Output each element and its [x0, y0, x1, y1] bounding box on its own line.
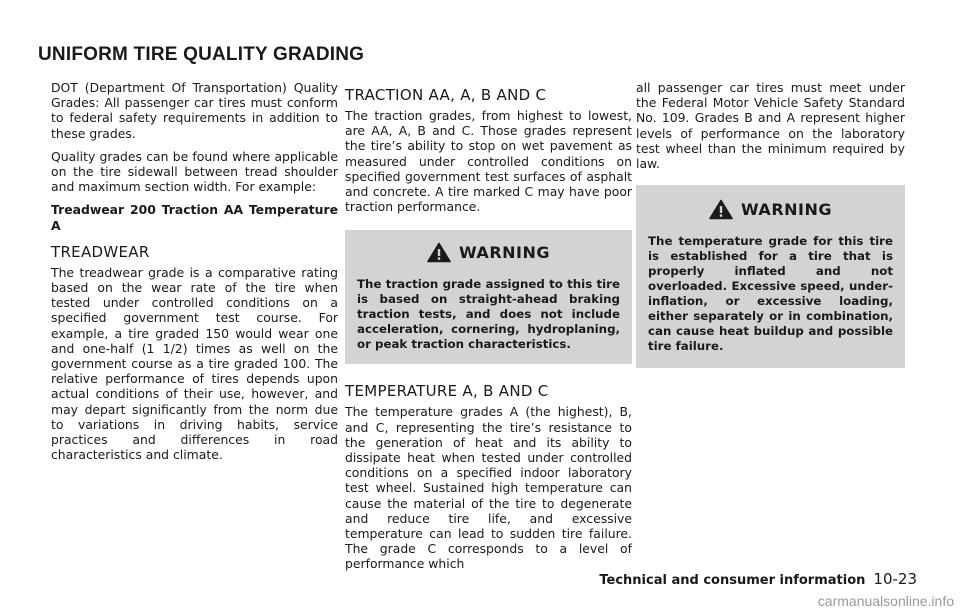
temperature-paragraph: The temperature grades A (the highest), B, and C, representing the tire’s resistance to the generation of heat and its ability to dissipate heat when tested under controlled conditions on a specified indoor laboratory test wheel. Sustained high temperature can cause the material of the tire to degenerate and reduce tire life, and excessive temperature can lead to sudden tire failure. The grade C corresponds to a level of performance which: [345, 404, 632, 572]
warning-label: WARNING: [741, 200, 832, 220]
page-title: UNIFORM TIRE QUALITY GRADING: [38, 44, 365, 65]
column-3: [636, 80, 905, 386]
warning-triangle-icon: [427, 242, 451, 263]
temperature-continued-paragraph: all passenger car tires must meet under the Federal Motor Vehicle Safety Standard No. 109. Grades B and A represent higher levels of performance on the laboratory test wheel than the minimum required by law.: [636, 80, 905, 172]
intro-paragraph: DOT (Department Of Transportation) Quality Grades: All passenger car tires must conform to federal safety requirements in addition to these grades.: [51, 80, 338, 141]
traction-warning-box: [345, 230, 632, 364]
page-number: 10-23: [873, 570, 917, 588]
traction-paragraph: The traction grades, from highest to lowest, are AA, A, B and C. Those grades represent the tire’s ability to stop on wet pavement as measured under controlled conditions on specified government test surfaces of asphalt and concrete. A tire marked C may have poor traction performance.: [345, 108, 632, 215]
footer-section-title: Technical and consumer information: [599, 573, 866, 588]
temperature-warning-box: [636, 185, 905, 368]
location-paragraph: Quality grades can be found where applicable on the tire sidewall between tread shoulder and maximum section width. For example:: [51, 148, 338, 195]
column-1: [51, 80, 338, 470]
warning-label: WARNING: [459, 243, 550, 263]
treadwear-paragraph: The treadwear grade is a comparative rating based on the wear rate of the tire when tested under controlled conditions on a specified government test course. For example, a tire graded 150 would wear one and one-half (1 1/2) times as well on the government course as a tire graded 100. The relative performance of tires depends upon actual conditions of their use, however, and may depart significantly from the norm due to variations in driving habits, service practices and differences in road characteristics and climate.: [51, 264, 338, 463]
temperature-warning-text: The temperature grade for this tire is established for a tire that is properly inflated and not overloaded. Excessive speed, under-inflation, or excessive loading, either separately or in combination, can cause heat buildup and possible tire failure.: [648, 234, 893, 354]
column-2: [345, 80, 632, 580]
treadwear-heading: TREADWEAR: [51, 242, 150, 261]
traction-warning-text: The traction grade assigned to this tire is based on straight-ahead braking traction tests, and does not include acceleration, cornering, hydroplaning, or peak traction characteristics.: [357, 277, 620, 352]
temperature-heading: TEMPERATURE A, B AND C: [345, 382, 549, 401]
warning-triangle-icon: [709, 199, 733, 220]
page-footer: [599, 570, 917, 588]
grade-example: Treadwear 200 Traction AA Temperature A: [51, 202, 338, 233]
warning-header: [648, 199, 893, 220]
traction-heading: TRACTION AA, A, B AND C: [345, 86, 547, 104]
watermark: carmanualsonline.info: [817, 593, 954, 609]
warning-header: [357, 242, 620, 263]
